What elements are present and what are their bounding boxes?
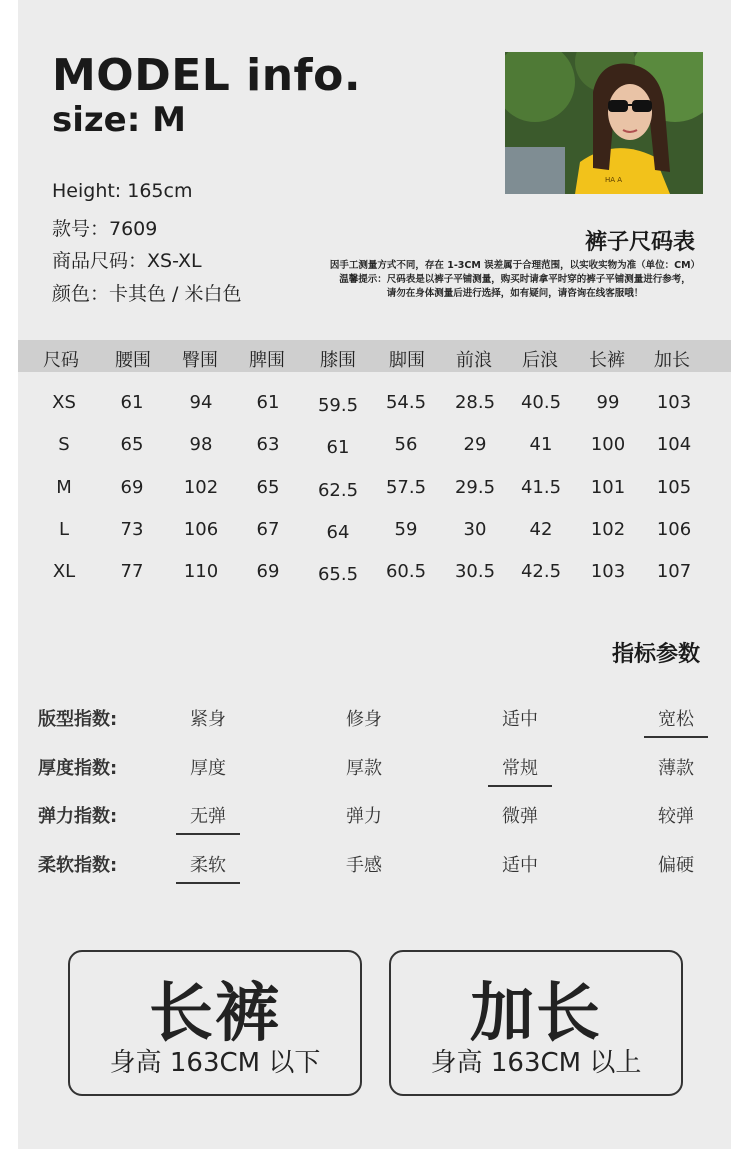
size-value-cell: 65.5 bbox=[317, 564, 359, 585]
header-hip: 臀围 bbox=[182, 350, 218, 371]
size-value-cell: 106 bbox=[656, 519, 692, 540]
index-option: 适中 bbox=[502, 855, 538, 876]
size-value-cell: 61 bbox=[256, 392, 280, 413]
header-thigh: 脾围 bbox=[249, 350, 285, 371]
extra-long-height: 身高 163CM 以上 bbox=[430, 1048, 642, 1078]
size-value-cell: 40.5 bbox=[520, 392, 562, 413]
model-height: Height: 165cm bbox=[52, 180, 193, 202]
size-value-cell: 99 bbox=[596, 392, 620, 413]
size-value-cell: 69 bbox=[120, 477, 144, 498]
index-option: 偏硬 bbox=[658, 855, 694, 876]
index-option: 适中 bbox=[502, 709, 538, 730]
header-front-rise: 前浪 bbox=[456, 350, 492, 371]
size-value-cell: 65 bbox=[120, 434, 144, 455]
long-pants-height: 身高 163CM 以下 bbox=[109, 1048, 321, 1078]
index-option: 微弹 bbox=[502, 806, 538, 827]
size-value-cell: 98 bbox=[189, 434, 213, 455]
index-option: 手感 bbox=[346, 855, 382, 876]
colors-text: 颜色：卡其色 / 米白色 bbox=[52, 283, 242, 305]
size-value-cell: 104 bbox=[656, 434, 692, 455]
size-value-cell: 29.5 bbox=[454, 477, 496, 498]
size-label-cell: XS bbox=[52, 392, 76, 413]
header-size: 尺码 bbox=[43, 350, 79, 371]
size-value-cell: 41 bbox=[529, 434, 553, 455]
size-value-cell: 62.5 bbox=[317, 480, 359, 501]
size-chart-notes bbox=[300, 259, 730, 301]
index-label: 柔软指数: bbox=[38, 855, 118, 876]
index-option: 厚款 bbox=[346, 758, 382, 779]
index-label: 厚度指数: bbox=[38, 758, 118, 779]
size-label-cell: M bbox=[56, 477, 72, 498]
size-value-cell: 60.5 bbox=[385, 561, 427, 582]
size-value-cell: 65 bbox=[256, 477, 280, 498]
index-option-selected: 柔软 bbox=[176, 851, 240, 884]
index-option: 弹力 bbox=[346, 806, 382, 827]
size-range: 商品尺码：XS-XL bbox=[52, 250, 202, 272]
style-number: 款号：7609 bbox=[52, 218, 158, 240]
size-value-cell: 94 bbox=[189, 392, 213, 413]
header-extra-length: 加长 bbox=[654, 350, 690, 371]
note-line-3: 请勿在身体测量后进行选择，如有疑问，请咨询在线客服哦！ bbox=[386, 288, 644, 299]
size-value-cell: 103 bbox=[656, 392, 692, 413]
size-value-cell: 57.5 bbox=[385, 477, 427, 498]
model-size: size: M bbox=[52, 100, 187, 140]
size-table-header bbox=[18, 340, 731, 372]
header-length: 长裤 bbox=[589, 350, 625, 371]
svg-text:HA A: HA A bbox=[605, 176, 623, 184]
size-value-cell: 77 bbox=[120, 561, 144, 582]
header-back-rise: 后浪 bbox=[522, 350, 558, 371]
extra-long-title: 加长 bbox=[470, 977, 602, 1051]
size-value-cell: 69 bbox=[256, 561, 280, 582]
size-value-cell: 103 bbox=[590, 561, 626, 582]
size-value-cell: 42 bbox=[529, 519, 553, 540]
index-option-selected: 无弹 bbox=[176, 802, 240, 835]
size-value-cell: 100 bbox=[590, 434, 626, 455]
index-title: 指标参数 bbox=[612, 642, 701, 667]
size-value-cell: 61 bbox=[326, 437, 350, 458]
model-info-title: MODEL info. bbox=[52, 50, 362, 101]
size-value-cell: 101 bbox=[590, 477, 626, 498]
index-label: 弹力指数: bbox=[38, 806, 118, 827]
note-line-2: 温馨提示：尺码表是以裤子平铺测量，购买时请拿平时穿的裤子平铺测量进行参考， bbox=[339, 274, 691, 285]
size-value-cell: 106 bbox=[183, 519, 219, 540]
index-option-selected: 宽松 bbox=[644, 705, 708, 738]
size-value-cell: 105 bbox=[656, 477, 692, 498]
index-option: 薄款 bbox=[658, 758, 694, 779]
extra-long-box bbox=[389, 950, 683, 1096]
index-label: 版型指数: bbox=[38, 709, 118, 730]
size-value-cell: 41.5 bbox=[520, 477, 562, 498]
size-value-cell: 59 bbox=[394, 519, 418, 540]
size-value-cell: 30.5 bbox=[454, 561, 496, 582]
size-value-cell: 59.5 bbox=[317, 395, 359, 416]
size-label-cell: L bbox=[58, 519, 70, 540]
size-value-cell: 30 bbox=[463, 519, 487, 540]
size-value-cell: 110 bbox=[183, 561, 219, 582]
size-label-cell: XL bbox=[52, 561, 76, 582]
size-value-cell: 61 bbox=[120, 392, 144, 413]
size-value-cell: 42.5 bbox=[520, 561, 562, 582]
index-option: 修身 bbox=[346, 709, 382, 730]
index-option: 紧身 bbox=[190, 709, 226, 730]
header-hem: 脚围 bbox=[389, 350, 425, 371]
model-photo bbox=[505, 52, 703, 194]
header-knee: 膝围 bbox=[320, 350, 356, 371]
size-value-cell: 73 bbox=[120, 519, 144, 540]
size-value-cell: 102 bbox=[183, 477, 219, 498]
note-line-1: 因手工测量方式不同，存在 1-3CM 误差属于合理范围，以实收实物为准（单位：CM） bbox=[329, 260, 701, 271]
size-label-cell: S bbox=[58, 434, 70, 455]
index-option-selected: 常规 bbox=[488, 754, 552, 787]
index-option: 较弹 bbox=[658, 806, 694, 827]
size-value-cell: 102 bbox=[590, 519, 626, 540]
header-waist: 腰围 bbox=[115, 350, 151, 371]
size-value-cell: 63 bbox=[256, 434, 280, 455]
size-value-cell: 56 bbox=[394, 434, 418, 455]
size-value-cell: 28.5 bbox=[454, 392, 496, 413]
long-pants-title: 长裤 bbox=[149, 977, 281, 1051]
size-chart-title: 裤子尺码表 bbox=[585, 230, 696, 255]
size-value-cell: 64 bbox=[326, 522, 350, 543]
size-value-cell: 67 bbox=[256, 519, 280, 540]
size-value-cell: 54.5 bbox=[385, 392, 427, 413]
size-value-cell: 107 bbox=[656, 561, 692, 582]
long-pants-box bbox=[68, 950, 362, 1096]
index-option: 厚度 bbox=[190, 758, 226, 779]
size-value-cell: 29 bbox=[463, 434, 487, 455]
